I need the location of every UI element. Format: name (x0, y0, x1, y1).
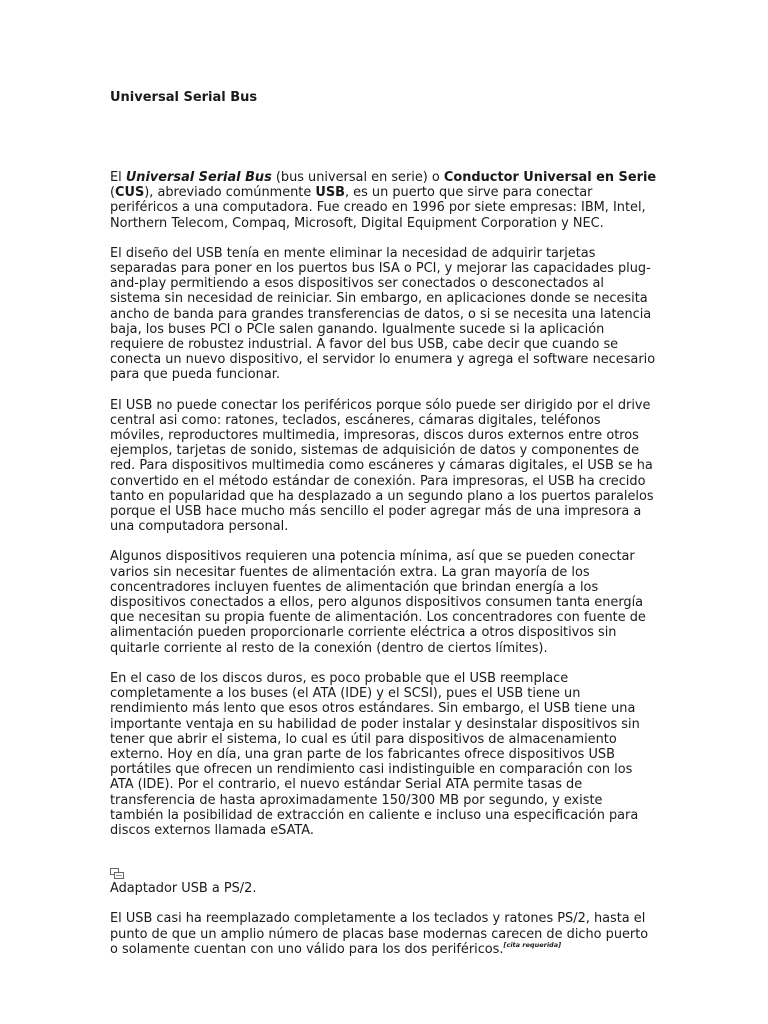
paragraph-power: Algunos dispositivos requieren una potencia mínima, así que se pueden conectar varios sin necesitar fuentes de alimentación extra. La gran mayoría de los concentradores incluyen fuentes de alimentación que brindan energía a los dispositivos conectados a ellos, pero algunos dispositivos consumen tanta energía que necesitan su propia fuente de alimentación. Los concentradores con fuente de alimentación pueden proporcionarle corriente eléctrica a otros dispositivos sin quitarle corriente al resto de la conexión (dentro de ciertos límites). (110, 549, 646, 656)
paragraph-ps2 (110, 911, 658, 957)
paragraph-design: El diseño del USB tenía en mente eliminar la necesidad de adquirir tarjetas separadas para poner en los puertos bus ISA o PCI, y mejorar las capacidades plug-and-play permitiendo a esos dispositivos ser conectados o desconectados al sistema sin necesidad de reiniciar. Sin embargo, en aplicaciones donde se necesita ancho de banda para grandes transferencias de datos, o si se necesita una latencia baja, los buses PCI o PCIe salen ganando. Igualmente sucede si la aplicación requiere de robustez industrial. A favor del bus USB, cabe decir que cuando se conecta un nuevo dispositivo, el servidor lo enumera y agrega el software necesario para que pueda funcionar. (110, 245, 656, 383)
paragraph-hard-disks: En el caso de los discos duros, es poco probable que el USB reemplace completamente a los buses (el ATA (IDE) y el SCSI), pues el USB tiene un rendimiento más lento que esos otros estándares. Sin embargo, el USB tiene una importante ventaja en su habilidad de poder instalar y desinstalar dispositivos sin tener que abrir el sistema, lo cual es útil para dispositivos de almacenamiento externo. Hoy en día, una gran parte de los fabricantes ofrece dispositivos USB portátiles que ofrecen un rendimiento casi indistinguible en comparación con los ATA (IDE). Por el contrario, el nuevo estándar Serial ATA permite tasas de transferencia de hasta aproximadamente 150/300 MB por segundo, y existe también la posibilidad de extracción en caliente e incluso una especificación para discos externos llamada eSATA. (110, 670, 640, 838)
document-title: Universal Serial Bus (110, 90, 258, 105)
intro-paragraph (110, 170, 658, 231)
citation-needed-link[interactable]: [cita requerida] (503, 940, 562, 949)
section-spacer (110, 853, 658, 868)
term-universal-serial-bus: Universal Serial Bus (125, 170, 272, 185)
intro-text-2: (bus universal en serie) o (271, 170, 444, 185)
image-caption: Adaptador USB a PS/2. (110, 881, 257, 897)
intro-text-1: El (110, 170, 126, 185)
document-body (110, 170, 658, 972)
paragraph-peripherals: El USB no puede conectar los periféricos porque sólo puede ser dirigido por el drive central asi como: ratones, teclados, escáneres, cámaras digitales, teléfonos móviles, reproductores multimedia, impresoras, discos duros externos entre otros ejemplos, tarjetas de sonido, sistemas de adquisición de datos y componentes de red. Para dispositivos multimedia como escáneres y cámaras digitales, el USB se ha convertido en el método estándar de conexión. Para impresoras, el USB ha crecido tanto en popularidad que ha desplazado a un segundo plano a los puertos paralelos porque el USB hace mucho más sencillo el poder agregar más de una impresora a una computadora personal. (110, 397, 654, 535)
term-usb: USB (315, 185, 345, 201)
image-placeholder-icon[interactable] (110, 868, 124, 879)
intro-text-5: , es un puerto que sirve para conectar periféricos a una computadora. Fue creado en 1996 por siete empresas: IBM, Intel, Northern Telecom, Compaq, Microsoft, Digital Equipment Corporation y NEC. (110, 185, 646, 231)
intro-text-4: ), abreviado comúnmente (144, 185, 316, 201)
term-conductor-universal: Conductor Universal en Serie (443, 170, 657, 185)
term-cus: CUS (115, 185, 145, 201)
intro-text-3: ( (110, 185, 116, 201)
paragraph-ps2-text: El USB casi ha reemplazado completamente a los teclados y ratones PS/2, hasta el punto de que un amplio número de placas base modernas carecen de dicho puerto o solamente cuentan con uno válido para los dos periféricos. (110, 911, 649, 957)
image-figure (110, 868, 658, 881)
